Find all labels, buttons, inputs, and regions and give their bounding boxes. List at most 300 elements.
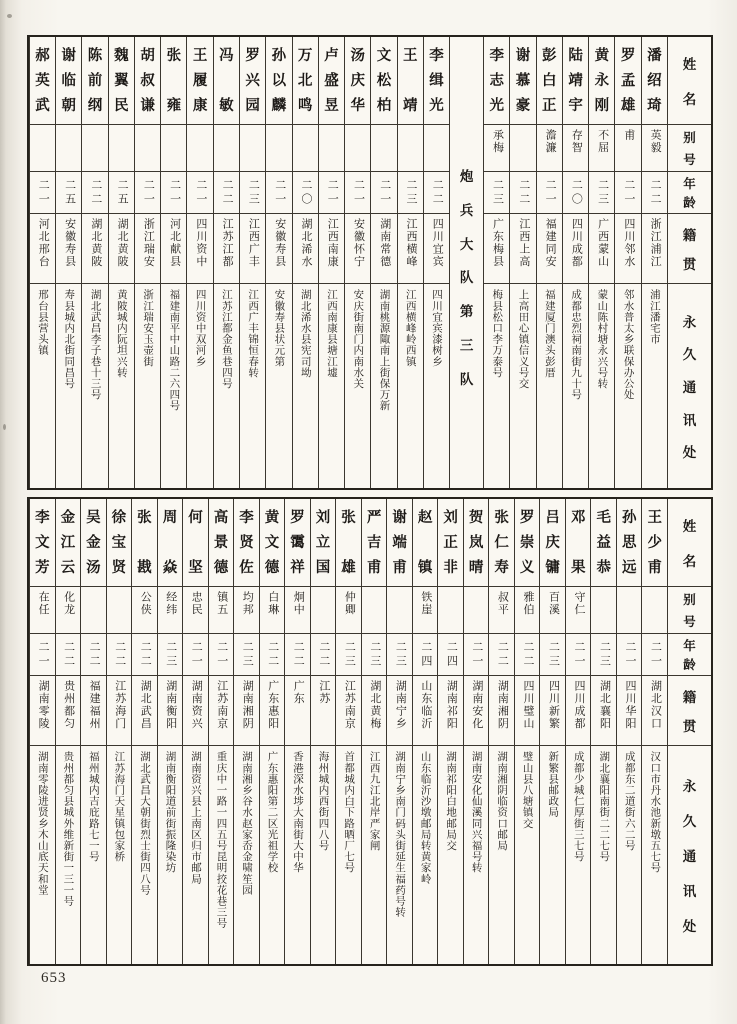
person-alias	[438, 587, 463, 634]
person-column	[131, 499, 157, 964]
person-alias	[293, 125, 318, 172]
person-age: 二二	[214, 172, 239, 214]
person-address: 成都东二道街六二号	[623, 751, 635, 851]
person-name: 毛 益 恭	[591, 499, 616, 587]
header-name-label: 姓 名	[668, 37, 711, 125]
person-alias	[107, 587, 132, 634]
person-age: 二三	[387, 634, 412, 676]
person-column	[509, 37, 535, 488]
person-age: 二二	[81, 634, 106, 676]
person-name: 王 少 甫	[642, 499, 667, 587]
header-age-label: 年 龄	[668, 172, 711, 214]
person-column	[55, 37, 81, 488]
person-alias: 炯中	[285, 587, 310, 634]
person-name: 吴 金 汤	[81, 499, 106, 587]
person-alias: 雅伯	[515, 587, 540, 634]
person-alias	[82, 125, 107, 172]
person-column	[108, 37, 134, 488]
person-native-place: 安徽寿县	[56, 214, 81, 284]
person-native-place: 四川成都	[566, 676, 591, 746]
person-age: 二三	[484, 172, 509, 214]
person-address: 江西广丰锦恒春转	[247, 289, 259, 378]
person-column	[641, 499, 667, 964]
person-alias: 承梅	[484, 125, 509, 172]
person-address: 安徽寿县状元第	[273, 289, 285, 367]
person-alias	[30, 125, 55, 172]
person-column	[536, 37, 562, 488]
header-alias-label: 别 号	[668, 125, 711, 172]
person-name: 文 松 柏	[371, 37, 396, 125]
person-column	[514, 499, 540, 964]
person-address: 首都城内白下路晒厂七号	[343, 751, 355, 874]
person-column	[423, 37, 449, 488]
person-alias	[56, 125, 81, 172]
person-native-place: 福建同安	[537, 214, 562, 284]
person-column	[463, 499, 489, 964]
person-age: 二二	[311, 634, 336, 676]
person-address: 湖南资兴县上南区归市邮局	[189, 751, 201, 885]
row-header-column	[667, 499, 711, 964]
person-alias: 百溪	[540, 587, 565, 634]
person-age: 二三	[158, 634, 183, 676]
person-address: 江西横峰岭西镇	[404, 289, 416, 367]
person-name: 罗 霭 祥	[285, 499, 310, 587]
scan-speckle	[7, 14, 12, 18]
person-alias: 不屈	[589, 125, 614, 172]
person-column	[239, 37, 265, 488]
person-native-place: 湖北黄陂	[82, 214, 107, 284]
person-alias	[319, 125, 344, 172]
person-native-place: 江苏	[311, 676, 336, 746]
person-name: 贺 岚 晴	[464, 499, 489, 587]
person-age: 二二	[132, 634, 157, 676]
person-native-place: 湖南资兴	[183, 676, 208, 746]
person-alias: 仲卿	[336, 587, 361, 634]
header-address-label: 永 久 通 讯 处	[682, 779, 697, 934]
person-address: 湖南湘阴临资口邮局	[496, 751, 508, 851]
person-native-place: 湖南安化	[464, 676, 489, 746]
person-address: 邻水普太乡联保办公处	[622, 289, 634, 400]
person-native-place: 湖北黄陂	[109, 214, 134, 284]
person-age: 二一	[642, 634, 667, 676]
person-age: 二一	[209, 634, 234, 676]
person-column	[565, 499, 591, 964]
person-age: 二二	[424, 172, 449, 214]
person-age: 二二	[260, 634, 285, 676]
person-age: 二〇	[293, 172, 318, 214]
person-name: 黄 文 德	[260, 499, 285, 587]
person-address: 璧山县八塘镇交	[521, 751, 533, 829]
person-native-place: 湖北浠水	[293, 214, 318, 284]
person-native-place: 湖北黄梅	[362, 676, 387, 746]
person-address: 湖南祁阳白地邮局交	[445, 751, 457, 851]
person-address: 成都忠烈祠南街九十号	[570, 289, 582, 400]
person-column	[29, 499, 55, 964]
person-native-place: 四川新繁	[540, 676, 565, 746]
person-name: 陈 前 纲	[82, 37, 107, 125]
person-native-place: 四川华阳	[617, 676, 642, 746]
person-alias	[345, 125, 370, 172]
person-name: 张 雄	[336, 499, 361, 587]
person-column	[641, 37, 667, 488]
person-address: 江西南康县塘江墟	[325, 289, 337, 378]
person-alias: 叔平	[489, 587, 514, 634]
person-name: 刘 正 非	[438, 499, 463, 587]
person-address: 福建南平中山路二六四号	[168, 289, 180, 412]
person-native-place: 浙江瑞安	[135, 214, 160, 284]
person-alias: 白琳	[260, 587, 285, 634]
header-address-label: 永 久 通 讯 处	[682, 314, 697, 461]
person-age: 二三	[591, 634, 616, 676]
person-age: 二二	[489, 634, 514, 676]
person-column	[310, 499, 336, 964]
person-name: 彭 白 正	[537, 37, 562, 125]
person-column	[208, 499, 234, 964]
person-native-place: 湖北武昌	[132, 676, 157, 746]
person-column	[361, 499, 387, 964]
person-name: 邓 果	[566, 499, 591, 587]
person-age: 二一	[187, 172, 212, 214]
person-alias	[240, 125, 265, 172]
person-alias: 忠民	[183, 587, 208, 634]
person-native-place: 湖南湘阴	[234, 676, 259, 746]
person-native-place: 湖南常德	[371, 214, 396, 284]
person-age: 二三	[336, 634, 361, 676]
person-age: 二五	[109, 172, 134, 214]
row-header-column	[667, 37, 711, 488]
header-age-label: 年 龄	[668, 634, 711, 676]
person-column	[488, 499, 514, 964]
person-native-place: 江苏江都	[214, 214, 239, 284]
person-age: 二二	[107, 634, 132, 676]
person-column	[157, 499, 183, 964]
person-age: 二三	[234, 634, 259, 676]
person-alias	[424, 125, 449, 172]
person-address: 浙江瑞安玉壶街	[142, 289, 154, 367]
person-native-place: 广东梅县	[484, 214, 509, 284]
person-native-place: 江西广丰	[240, 214, 265, 284]
person-address: 江西九江北岸严家闸	[368, 751, 380, 851]
person-column	[590, 499, 616, 964]
person-column	[213, 37, 239, 488]
person-alias: 镇五	[209, 587, 234, 634]
person-native-place: 广西蒙山	[589, 214, 614, 284]
person-name: 罗 崇 义	[515, 499, 540, 587]
person-age: 二四	[413, 634, 438, 676]
person-native-place: 四川成都	[563, 214, 588, 284]
scan-speckle	[3, 424, 6, 430]
person-age: 二一	[266, 172, 291, 214]
person-native-place: 湖北襄阳	[591, 676, 616, 746]
person-alias	[311, 587, 336, 634]
person-age: 二一	[319, 172, 344, 214]
person-age: 二一	[345, 172, 370, 214]
person-alias: 守仁	[566, 587, 591, 634]
person-column	[437, 499, 463, 964]
person-address: 湖南湘乡谷水赵家岙金啸笙园	[241, 751, 252, 896]
person-address: 寿县城内北街同昌号	[63, 289, 75, 389]
person-native-place: 江西横峰	[398, 214, 423, 284]
header-alias-label: 别 号	[668, 587, 711, 634]
person-native-place: 四川璧山	[515, 676, 540, 746]
person-age: 二一	[615, 172, 640, 214]
person-name: 周 焱	[158, 499, 183, 587]
person-age: 二一	[30, 634, 55, 676]
person-address: 江苏江都金鱼巷四号	[220, 289, 232, 389]
person-column	[233, 499, 259, 964]
person-address: 海州城内西街四八号	[317, 751, 329, 851]
person-alias: 甫	[615, 125, 640, 172]
person-alias: 存智	[563, 125, 588, 172]
person-name: 黄 永 刚	[589, 37, 614, 125]
person-alias	[642, 587, 667, 634]
person-name: 张 仁 寿	[489, 499, 514, 587]
person-name: 魏 翼 民	[109, 37, 134, 125]
person-name: 李 志 光	[484, 37, 509, 125]
person-name: 何 坚	[183, 499, 208, 587]
person-native-place: 江西上高	[510, 214, 535, 284]
person-address: 重庆中一路一四五号昆明挍花巷三号	[215, 751, 227, 929]
person-address: 福州城内吉庇路七一号	[87, 751, 99, 862]
person-native-place: 江西南康	[319, 214, 344, 284]
person-name: 卢 盛 昱	[319, 37, 344, 125]
person-native-place: 广东	[285, 676, 310, 746]
person-name: 谢 临 朝	[56, 37, 81, 125]
person-age: 二三	[362, 634, 387, 676]
person-name: 徐 宝 贤	[107, 499, 132, 587]
person-column	[106, 499, 132, 964]
person-column	[134, 37, 160, 488]
person-name: 罗 孟 雄	[615, 37, 640, 125]
person-native-place: 湖南祁阳	[438, 676, 463, 746]
person-age: 二一	[135, 172, 160, 214]
person-address: 上高田心镇信义号交	[517, 289, 529, 389]
person-alias: 铁崖	[413, 587, 438, 634]
person-native-place: 福建福州	[81, 676, 106, 746]
person-native-place: 四川邻水	[615, 214, 640, 284]
person-address: 江苏海门天星镇包家桥	[113, 751, 125, 862]
person-column	[265, 37, 291, 488]
person-age: 二一	[371, 172, 396, 214]
person-name: 金 江 云	[56, 499, 81, 587]
person-column	[386, 499, 412, 964]
person-age: 二二	[642, 172, 667, 214]
person-address: 成都少城仁厚街三七号	[572, 751, 584, 862]
roster-table-top	[27, 35, 713, 490]
person-native-place: 湖南宁乡	[387, 676, 412, 746]
person-address: 湖南衡阳道前街振隆染坊	[164, 751, 176, 874]
person-name: 郝 英 武	[30, 37, 55, 125]
person-address: 梅县松口李万泰号	[491, 289, 503, 378]
person-native-place: 安徽怀宁	[345, 214, 370, 284]
person-alias	[81, 587, 106, 634]
roster-table-bottom	[27, 497, 713, 966]
person-native-place: 湖南湘阴	[489, 676, 514, 746]
person-column	[335, 499, 361, 964]
person-native-place: 湖北汉口	[642, 676, 667, 746]
person-alias: 化龙	[56, 587, 81, 634]
header-native-label: 籍 贯	[668, 214, 711, 284]
person-alias	[266, 125, 291, 172]
person-alias	[109, 125, 134, 172]
person-alias: 公侠	[132, 587, 157, 634]
person-column	[562, 37, 588, 488]
person-native-place: 山东临沂	[413, 676, 438, 746]
person-age: 二一	[30, 172, 55, 214]
person-alias	[510, 125, 535, 172]
person-age: 二二	[510, 172, 535, 214]
person-address: 湖北浠水县宪司坳	[299, 289, 311, 378]
person-native-place: 湖南零陵	[30, 676, 55, 746]
person-address: 浦江潘宅市	[648, 289, 660, 345]
person-address: 湖南宁乡南门码头街延生福药号转	[394, 751, 406, 918]
person-column	[186, 37, 212, 488]
person-alias	[135, 125, 160, 172]
person-column	[80, 499, 106, 964]
person-name: 李 贤 佐	[234, 499, 259, 587]
person-column	[284, 499, 310, 964]
person-column	[614, 37, 640, 488]
person-address: 湖南零陵进贤乡木山底天和堂	[36, 751, 48, 896]
header-name-label: 姓 名	[668, 499, 711, 587]
person-address: 福建厦门澳头彭厝	[543, 289, 555, 378]
person-age: 二一	[566, 634, 591, 676]
person-native-place: 广东惠阳	[260, 676, 285, 746]
person-column	[81, 37, 107, 488]
person-alias	[214, 125, 239, 172]
header-native-label: 籍 贯	[668, 676, 711, 746]
person-name: 万 北 鸣	[293, 37, 318, 125]
person-name: 陆 靖 宇	[563, 37, 588, 125]
person-column	[259, 499, 285, 964]
person-address: 蒙山陈村塘永兴号转	[596, 289, 608, 389]
person-address: 香港深水埗大南街大中华	[292, 751, 304, 874]
person-age: 二一	[183, 634, 208, 676]
person-name: 王 靖	[398, 37, 423, 125]
person-name: 谢 慕 豪	[510, 37, 535, 125]
person-age: 二三	[240, 172, 265, 214]
person-native-place: 江苏南京	[209, 676, 234, 746]
person-alias: 在任	[30, 587, 55, 634]
person-name: 罗 兴 园	[240, 37, 265, 125]
person-age: 二二	[515, 634, 540, 676]
person-column	[539, 499, 565, 964]
person-native-place: 河北献县	[161, 214, 186, 284]
person-age: 二二	[56, 634, 81, 676]
person-column	[412, 499, 438, 964]
person-address: 安庆街南门内南水关	[352, 289, 364, 389]
person-address: 贵州都匀县城外维新街一三一号	[62, 751, 74, 907]
person-address: 湖北襄阳南街二二七号	[598, 751, 610, 862]
person-name: 潘 绍 琦	[642, 37, 667, 125]
person-address: 四川宜宾漆树乡	[431, 289, 443, 367]
person-alias	[591, 587, 616, 634]
person-age: 二二	[285, 634, 310, 676]
person-column	[344, 37, 370, 488]
person-column	[483, 37, 509, 488]
person-age: 二一	[161, 172, 186, 214]
person-native-place: 安徽寿县	[266, 214, 291, 284]
person-name: 张 雍	[161, 37, 186, 125]
person-column	[588, 37, 614, 488]
person-name: 严 吉 甫	[362, 499, 387, 587]
person-native-place: 浙江浦江	[642, 214, 667, 284]
person-address: 新繁县邮政局	[547, 751, 559, 818]
person-column	[397, 37, 423, 488]
person-address: 邢台县营头镇	[37, 289, 49, 356]
person-column	[55, 499, 81, 964]
person-name: 王 履 康	[187, 37, 212, 125]
person-alias	[387, 587, 412, 634]
person-name: 谢 端 甫	[387, 499, 412, 587]
person-name: 赵 镇	[413, 499, 438, 587]
person-alias	[617, 587, 642, 634]
person-age: 二一	[464, 634, 489, 676]
person-alias	[362, 587, 387, 634]
person-alias	[398, 125, 423, 172]
person-column	[160, 37, 186, 488]
person-name: 孙 以 麟	[266, 37, 291, 125]
person-age: 二三	[540, 634, 565, 676]
person-alias	[161, 125, 186, 172]
person-alias	[371, 125, 396, 172]
person-alias: 均邦	[234, 587, 259, 634]
person-alias: 英毅	[642, 125, 667, 172]
person-age: 二三	[398, 172, 423, 214]
person-age: 二四	[438, 634, 463, 676]
person-column	[292, 37, 318, 488]
person-age: 二三	[589, 172, 614, 214]
person-age: 二二	[82, 172, 107, 214]
person-column	[29, 37, 55, 488]
person-name: 吕 庆 镛	[540, 499, 565, 587]
person-name: 高 景 德	[209, 499, 234, 587]
person-native-place: 湖南衡阳	[158, 676, 183, 746]
person-column	[616, 499, 642, 964]
person-address: 湖南安化仙溪同兴福号转	[470, 751, 482, 874]
person-column	[318, 37, 344, 488]
person-age: 二五	[56, 172, 81, 214]
person-name: 孙 思 远	[617, 499, 642, 587]
person-name: 李 文 芳	[30, 499, 55, 587]
person-native-place: 河北邢台	[30, 214, 55, 284]
person-alias	[464, 587, 489, 634]
person-alias: 经纬	[158, 587, 183, 634]
person-native-place: 四川资中	[187, 214, 212, 284]
person-address: 黄陂城内阮坦兴转	[115, 289, 127, 378]
person-column	[370, 37, 396, 488]
person-address: 湖北武昌李子巷十三号	[89, 289, 101, 400]
person-name: 刘 立 国	[311, 499, 336, 587]
person-native-place: 江苏南京	[336, 676, 361, 746]
person-name: 胡 叔 谦	[135, 37, 160, 125]
person-native-place: 江苏海门	[107, 676, 132, 746]
section-title-column: 炮 兵 大 队 第 三 队	[449, 37, 483, 488]
person-age: 二〇	[563, 172, 588, 214]
person-age: 二一	[537, 172, 562, 214]
person-address: 山东临沂沙墩邮局转黄家岭	[419, 751, 431, 885]
person-address: 汉口市丹水池新墩五七号	[649, 751, 661, 874]
person-column	[182, 499, 208, 964]
person-name: 李 缉 光	[424, 37, 449, 125]
person-age: 二一	[617, 634, 642, 676]
page-number: 653	[41, 970, 67, 986]
person-address: 湖南桃源陬南上街保万新	[378, 289, 390, 412]
person-alias	[187, 125, 212, 172]
person-address: 湖北武昌大朝街烈士街四八号	[138, 751, 150, 896]
person-native-place: 四川宜宾	[424, 214, 449, 284]
person-address: 四川资中双河乡	[194, 289, 206, 367]
